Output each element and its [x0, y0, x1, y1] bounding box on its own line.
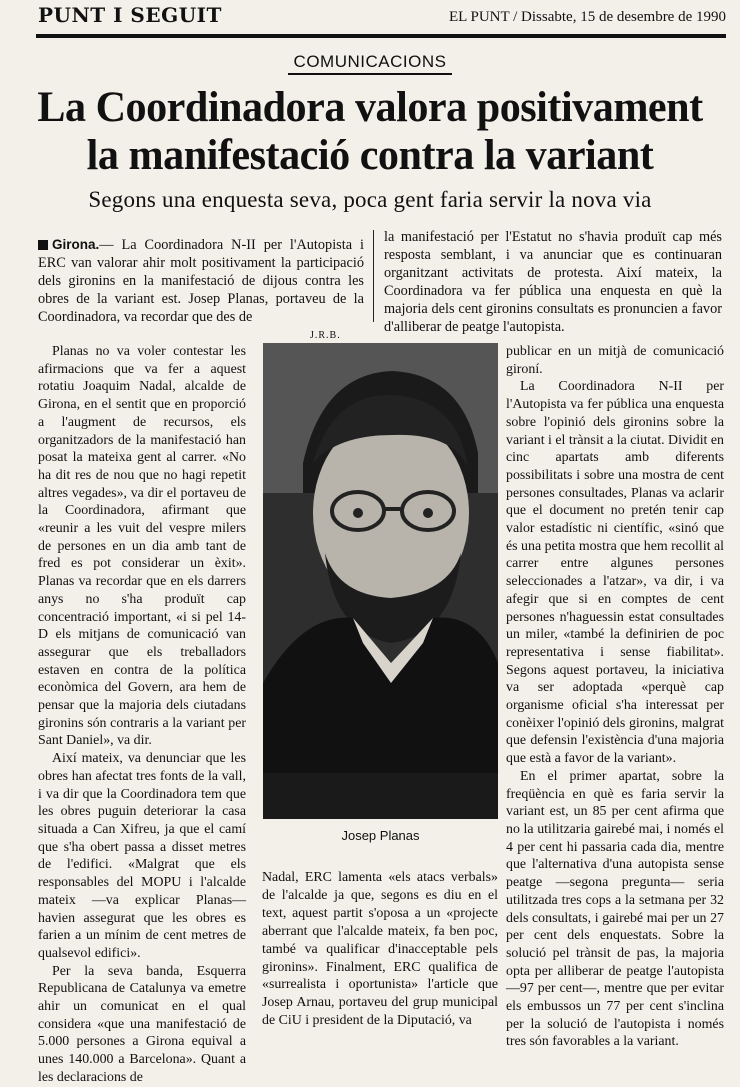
section-title: PUNT I SEGUIT: [38, 3, 222, 27]
lead-left: [38, 236, 364, 326]
author-signature: J.R.B.: [310, 330, 341, 341]
col2-paragraph: Nadal, ERC lamenta «els atacs verbals» de l'alcalde ja que, segons es diu en el text, aquest partit s'oposa a un «projecte aberrant que l'alcalde mateix, fa ben poc, també va qualificar d'inacceptable pels gironins». Finalment, ERC qualifica de «surrealista i oportunista» l'article que Josep Arnau, portaveu del grup municipal de CiU i president de la Diputació, va: [262, 870, 498, 1029]
square-bullet-icon: [38, 240, 48, 250]
col3-paragraph-2: En el primer apartat, sobre la freqüència en què es faria servir la variant est, un 85 per cent afirma que no la utilitzaria gairebé mai, i només el 4 per cent hi passaria cada dia, mentre que l'alternativa d'una autopista sense peatge —segona pregunta— seria utilitzada tres cops a la setmana per 32 dels consultats, i gairebé mai per un 27 per cent dels enquestats. Sobre la solució pel trànsit de pas, la majoria opta per alliberar de peatge l'autopista —97 per cent—, mentre que per evitar els embussos un 77 per cent s'inclina per la solució de l'autopista i només tres són favorables a la variant.: [506, 768, 724, 1050]
col3-paragraph-0: publicar en un mitjà de comunicació gironí.: [506, 344, 724, 377]
subheadline: Segons una enquesta seva, poca gent faria servir la nova via: [88, 187, 652, 212]
publication-date: EL PUNT / Dissabte, 15 de desembre de 1990: [448, 9, 726, 25]
portrait-photo: [263, 343, 498, 819]
lead-left-text: — La Coordinadora N-II per l'Autopista i ERC van valorar ahir molt positivament la participació dels gironins en la manifestació de dijous contra les obres de la variant est. Josep Planas, portaveu de la Coordinadora, va recordar que des de: [38, 237, 364, 326]
column-1: [38, 343, 246, 1087]
col1-paragraph-1: Planas no va voler contestar les afirmacions que va fer a aquest rotatiu Joaquim Nadal, alcalde de Girona, en el sentit que en proporció a l'augment de recursos, els organitzadors de la manifestació han posat la mateixa gent al carrer. «No ha dit res de nou que no hagi repetit altres vegades», va dir el portaveu de la Coordinadora, afirmant que «reunir a les vuit del vespre milers de persones en un dia amb tant de fred es pot considerar un èxit». Planas va recordar que en els darrers anys no s'ha produït cap concentració important, «i si pel 14-D els mitjans de comunicació van assegurar que els treballadors estaven en contra de la política econòmica del Govern, ara hem de pensar que la majoria dels ciutadans gironins són contraris a la variant per Sant Daniel», va dir.: [38, 344, 246, 749]
headline-line-1: La Coordinadora valora positivament: [37, 84, 703, 131]
col1-paragraph-3: Per la seva banda, Esquerra Republicana de Catalunya va emetre ahir un comunicat en el qual considera «que una manifestació de 5.000 persones a Girona equival a unes 140.000 a Barcelona». Quant a les declaracions de: [38, 963, 246, 1085]
lead-divider: [373, 230, 374, 322]
portrait-image: [263, 343, 498, 819]
column-3: [506, 343, 724, 1051]
photo-caption: Josep Planas: [341, 828, 420, 843]
headline-line-2: la manifestació contra la variant: [86, 132, 654, 179]
col1-paragraph-2: Així mateix, va denunciar que les obres han afectat tres fonts de la vall, i va dir que la Coordinadora tem que les obres puguin deteriorar la casa situada a Can Xifreu, ja que el camí que s'ha obert passa a disset metres de l'edifici. «Malgrat que els responsables del MOPU i l'alcalde mateix —va explicar Planas— havien assegurat que les obres es farien a un mínim de cent metres de qualsevol edifici».: [38, 751, 246, 961]
rubric-label: COMUNICACIONS: [288, 52, 453, 75]
rubric-wrapper: [0, 52, 740, 75]
header-rule: [36, 34, 726, 38]
lead-right: [384, 228, 722, 337]
headline: [21, 84, 719, 180]
column-2: [262, 869, 498, 1030]
col3-paragraph-1: La Coordinadora N-II per l'Autopista va fer pública una enquesta sobre l'opinió dels gironins sobre la variant i el trànsit a la ciutat. Dividit en cinc apartats amb diferents possibilitats i sobre una mostra de cent persones consultades, Planas va aclarir que el document no pretén tenir cap valor estadístic ni científic, «sinó que és una petita mostra que hem recollit al carrer entre algunes persones seleccionades a l'atzar», va dir, i va afegir que si en comptes de cent persones n'haguessin estat consultades un miler, «també la definirien de poc representativa i sense fiabilitat». Segons aquest portaveu, la iniciativa va ser adoptada «perquè cap organisme oficial s'ha interessat per conèixer l'opinió dels gironins, malgrat que defensin l'existència d'una majoria que està a favor de la variant».: [506, 379, 724, 767]
lead-right-text: la manifestació per l'Estatut no s'havia produït cap més resposta semblant, i va anunciar que es continuaran organitzant activitats de protesta. Així mateix, la Coordinadora va fer pública una enquesta en què la majoria dels cent gironins consultats es pronuncien a favor d'alliberar de peatge l'autopista.: [384, 229, 722, 336]
dateline-place: Girona.: [52, 237, 100, 252]
lead-paragraph-left: [38, 236, 364, 326]
